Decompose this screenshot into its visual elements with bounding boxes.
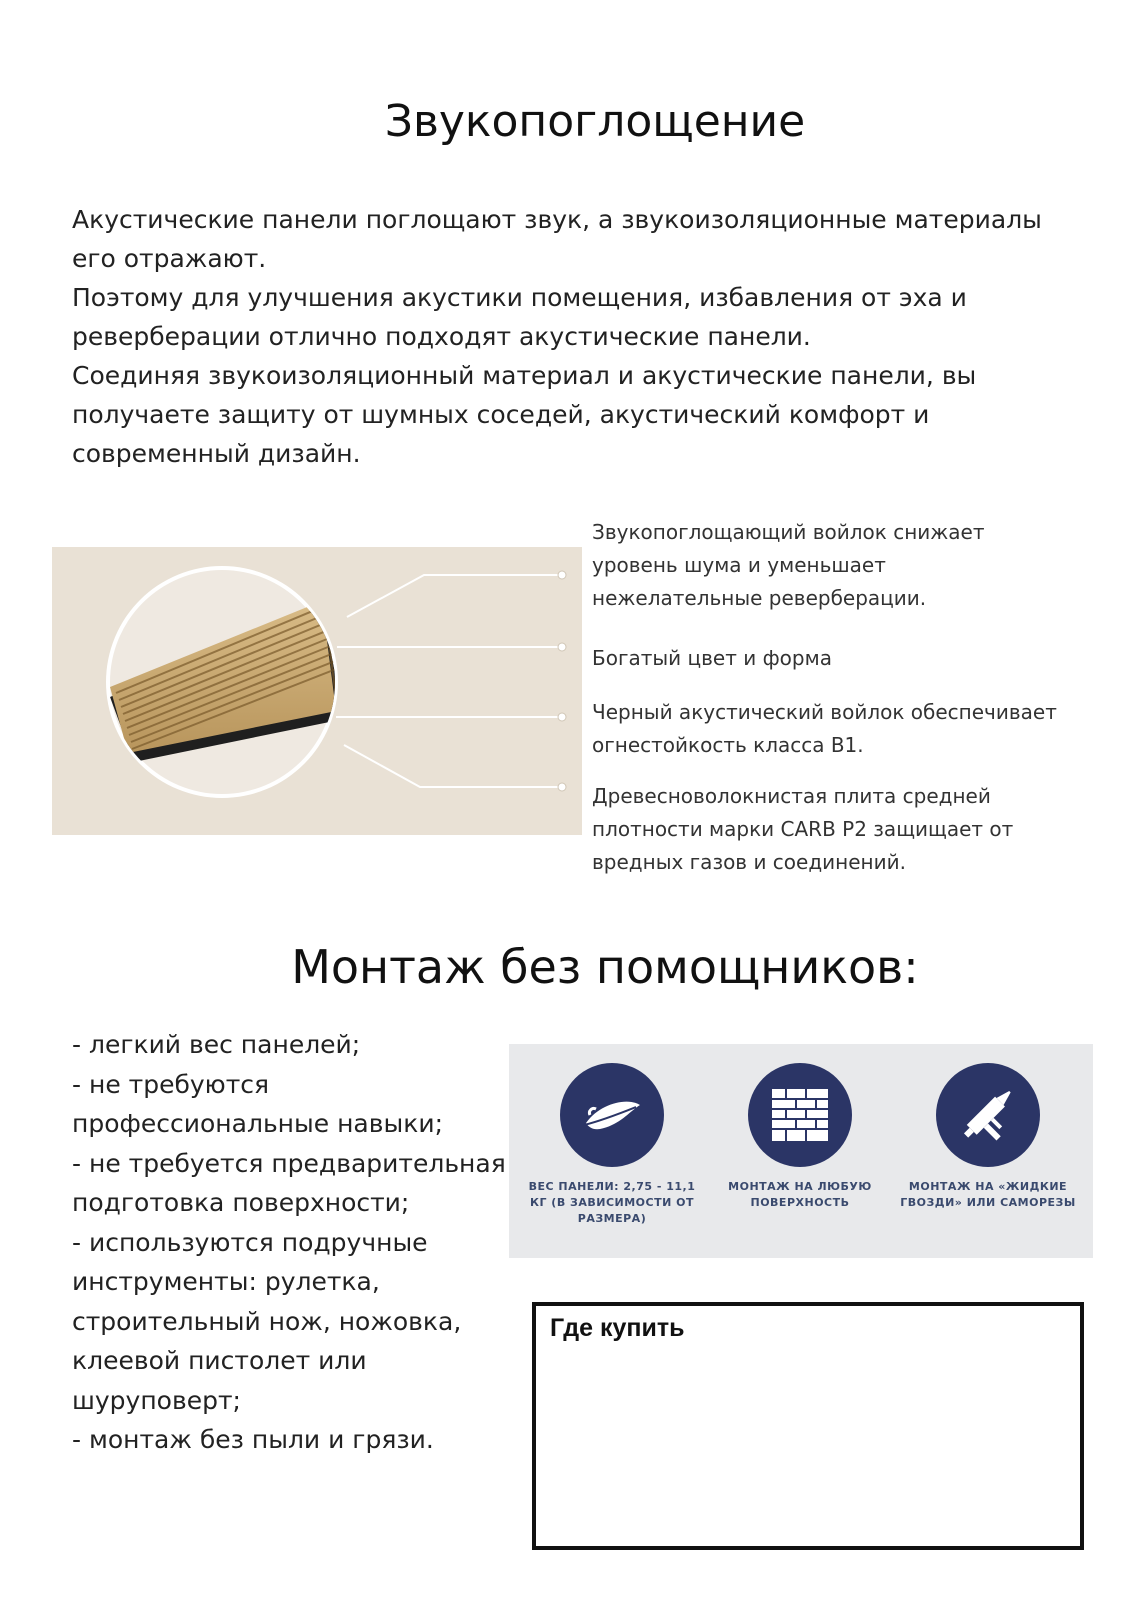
callout-felt: Звукопоглощающий войлок снижает уровень шума и уменьшает нежелательные реверберации. — [592, 520, 985, 610]
feature-any-surface — [707, 1063, 893, 1211]
feature-glue-or-screws — [895, 1063, 1081, 1211]
feature-caption: ВЕС ПАНЕЛИ: 2,75 - 11,1 КГ (В ЗАВИСИМОСТИ ОТ РАЗМЕРА) — [528, 1180, 696, 1225]
section-title-installation: Монтаж без помощников: — [291, 940, 919, 994]
list-item: - монтаж без пыли и грязи. — [72, 1425, 434, 1454]
list-item: - не требуются профессиональные навыки; — [72, 1069, 443, 1138]
installation-features-banner — [509, 1044, 1093, 1258]
panel-diagram — [52, 547, 582, 835]
section-title-sound-absorption: Звукопоглощение — [384, 96, 806, 147]
intro-paragraph: Поэтому для улучшения акустики помещения, избавления от эха и реверберации отлично подходят акустические панели. — [72, 283, 967, 351]
feather-icon — [560, 1063, 664, 1167]
feature-caption: МОНТАЖ НА ЛЮБУЮ ПОВЕРХНОСТЬ — [728, 1180, 872, 1209]
acoustic-panel-illustration — [52, 547, 582, 835]
intro-paragraph: Акустические панели поглощают звук, а звукоизоляционные материалы его отражают. — [72, 205, 1042, 273]
intro-text — [72, 200, 1082, 473]
feature-caption: МОНТАЖ НА «ЖИДКИЕ ГВОЗДИ» ИЛИ САМОРЕЗЫ — [900, 1180, 1076, 1209]
callout-color-shape: Богатый цвет и форма — [592, 646, 832, 670]
installation-list — [72, 1025, 512, 1460]
where-to-buy-label: Где купить — [550, 1314, 685, 1342]
glue-gun-icon — [936, 1063, 1040, 1167]
callout-black-felt: Черный акустический войлок обеспечивает огнестойкость класса В1. — [592, 700, 1057, 757]
callout-leader-lines — [336, 575, 560, 787]
where-to-buy-box — [532, 1302, 1084, 1550]
list-item: - используются подручные инструменты: рулетка, строительный нож, ножовка, клеевой пистолет или шуруповерт; — [72, 1227, 462, 1415]
intro-paragraph: Соединяя звукоизоляционный материал и акустические панели, вы получаете защиту от шумных соседей, акустический комфорт и современный дизайн. — [72, 361, 977, 468]
brick-wall-icon — [748, 1063, 852, 1167]
list-item: - легкий вес панелей; — [72, 1030, 361, 1059]
list-item: - не требуется предварительная подготовка поверхности; — [72, 1148, 506, 1217]
feature-weight — [519, 1063, 705, 1227]
callout-mdf: Древесноволокнистая плита средней плотности марки CARB P2 защищает от вредных газов и соединений. — [592, 784, 1014, 874]
